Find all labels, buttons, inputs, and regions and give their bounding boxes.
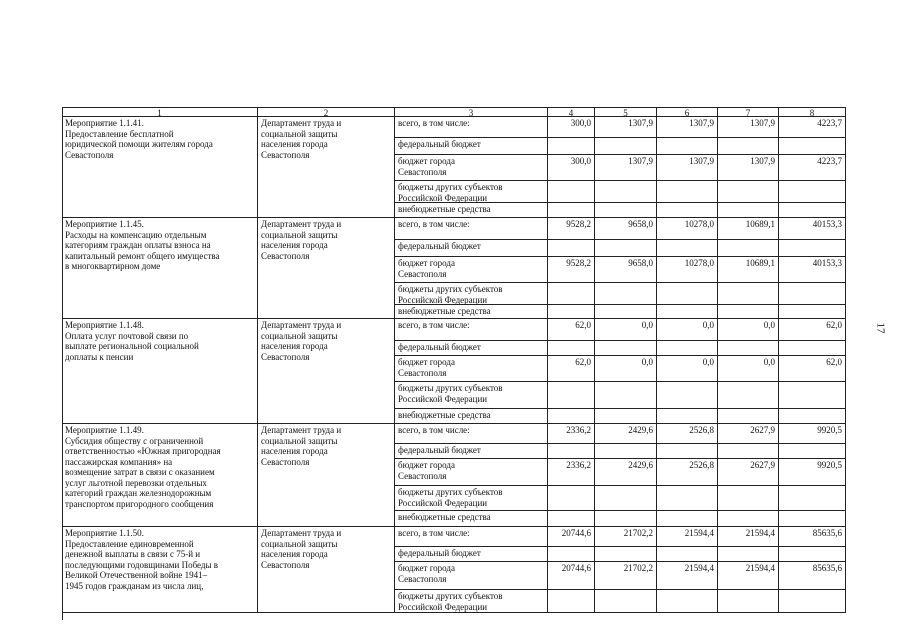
- value-cell: 2429,6: [595, 459, 657, 486]
- value-cell: [718, 590, 779, 613]
- value-cell: [779, 341, 846, 356]
- value-cell: [548, 138, 595, 155]
- value-cell: [718, 181, 779, 203]
- value-cell: 2627,9: [718, 424, 779, 444]
- value-cell: [718, 511, 779, 527]
- value-cell: 2627,9: [718, 459, 779, 486]
- value-cell: 20744,6: [548, 527, 595, 547]
- value-cell: [548, 283, 595, 305]
- value-cell: [548, 382, 595, 409]
- measure-executor: Департамент труда и социальной защиты населения города Севастополя: [258, 424, 395, 527]
- value-cell: [595, 138, 657, 155]
- budget-source-label: федеральный бюджет: [395, 138, 548, 155]
- value-cell: [657, 511, 718, 527]
- value-cell: [595, 409, 657, 424]
- value-cell: [779, 547, 846, 562]
- value-cell: 85635,6: [779, 527, 846, 547]
- value-cell: [657, 590, 718, 613]
- budget-source-label: всего, в том числе:: [395, 319, 548, 341]
- value-cell: [779, 240, 846, 257]
- value-cell: [548, 511, 595, 527]
- value-cell: [595, 181, 657, 203]
- value-cell: [779, 138, 846, 155]
- value-cell: [657, 305, 718, 319]
- value-cell: 0,0: [718, 356, 779, 382]
- budget-source-label: всего, в том числе:: [395, 424, 548, 444]
- value-cell: [595, 486, 657, 511]
- value-cell: 2336,2: [548, 459, 595, 486]
- budget-source-label: всего, в том числе:: [395, 218, 548, 240]
- value-cell: 85635,6: [779, 562, 846, 590]
- value-cell: 4223,7: [779, 117, 846, 138]
- value-cell: [548, 341, 595, 356]
- value-cell: [718, 305, 779, 319]
- value-cell: 10689,1: [718, 257, 779, 283]
- value-cell: [657, 138, 718, 155]
- value-cell: 40153,3: [779, 218, 846, 240]
- value-cell: 21702,2: [595, 562, 657, 590]
- budget-source-label: бюджеты других субъектов Российской Федерации: [395, 283, 548, 305]
- measure-name: Мероприятие 1.1.50. Предоставление единовременной денежной выплаты в связи с 75-й и последующими годовщинами Победы в Великой Отечественной войне 1941– 1945 годов гражданам из числа лиц,: [62, 527, 258, 613]
- column-header-4: 4: [548, 107, 595, 117]
- value-cell: 9528,2: [548, 257, 595, 283]
- value-cell: [718, 444, 779, 459]
- budget-source-label: федеральный бюджет: [395, 240, 548, 257]
- value-cell: [657, 409, 718, 424]
- column-header-1: 1: [62, 107, 258, 117]
- value-cell: [548, 203, 595, 218]
- value-cell: [548, 181, 595, 203]
- measures-table: [62, 107, 846, 620]
- value-cell: 62,0: [548, 356, 595, 382]
- budget-source-label: внебюджетные средства: [395, 511, 548, 527]
- budget-source-label: внебюджетные средства: [395, 409, 548, 424]
- value-cell: 0,0: [595, 356, 657, 382]
- value-cell: [657, 283, 718, 305]
- value-cell: [779, 283, 846, 305]
- measure-name: Мероприятие 1.1.41. Предоставление бесплатной юридической помощи жителям города Севастополя: [62, 117, 258, 218]
- value-cell: 62,0: [779, 356, 846, 382]
- value-cell: [718, 547, 779, 562]
- value-cell: 21702,2: [595, 527, 657, 547]
- budget-source-label: бюджет города Севастополя: [395, 459, 548, 486]
- budget-source-label: бюджет города Севастополя: [395, 155, 548, 181]
- value-cell: [595, 547, 657, 562]
- value-cell: [657, 181, 718, 203]
- value-cell: [548, 444, 595, 459]
- value-cell: [779, 305, 846, 319]
- value-cell: [779, 486, 846, 511]
- column-header-6: 6: [657, 107, 718, 117]
- column-header-3: 3: [395, 107, 548, 117]
- value-cell: [657, 341, 718, 356]
- value-cell: 0,0: [718, 319, 779, 341]
- value-cell: [595, 511, 657, 527]
- value-cell: [657, 240, 718, 257]
- value-cell: 9658,0: [595, 218, 657, 240]
- value-cell: [548, 486, 595, 511]
- measure-name: Мероприятие 1.1.48. Оплата услуг почтовой связи по выплате региональной социальной доплаты к пенсии: [62, 319, 258, 424]
- value-cell: 0,0: [595, 319, 657, 341]
- measure-executor: Департамент труда и социальной защиты населения города Севастополя: [258, 319, 395, 424]
- value-cell: 21594,4: [657, 562, 718, 590]
- value-cell: 21594,4: [657, 527, 718, 547]
- measure-name: Мероприятие 1.1.49. Субсидия обществу с ограниченной ответственностью «Южная пригородная пассажирская компания» на возмещение затрат в связи с оказанием услуг льготной перевозки отдельных категорий граждан железнодорожным транспортом пригородного сообщения: [62, 424, 258, 527]
- value-cell: [595, 444, 657, 459]
- value-cell: [718, 486, 779, 511]
- value-cell: [548, 590, 595, 613]
- value-cell: 1307,9: [718, 155, 779, 181]
- budget-source-label: федеральный бюджет: [395, 444, 548, 459]
- value-cell: 1307,9: [657, 117, 718, 138]
- value-cell: 9920,5: [779, 459, 846, 486]
- value-cell: [779, 203, 846, 218]
- value-cell: [548, 305, 595, 319]
- value-cell: [595, 382, 657, 409]
- value-cell: [657, 444, 718, 459]
- value-cell: [718, 283, 779, 305]
- value-cell: [779, 590, 846, 613]
- budget-source-label: бюджет города Севастополя: [395, 562, 548, 590]
- value-cell: [718, 382, 779, 409]
- value-cell: 9658,0: [595, 257, 657, 283]
- value-cell: 10278,0: [657, 257, 718, 283]
- value-cell: 2526,8: [657, 424, 718, 444]
- value-cell: [779, 181, 846, 203]
- page-number: 17: [874, 322, 887, 334]
- value-cell: 2336,2: [548, 424, 595, 444]
- value-cell: 1307,9: [595, 117, 657, 138]
- value-cell: 10278,0: [657, 218, 718, 240]
- value-cell: 20744,6: [548, 562, 595, 590]
- measure-name: Мероприятие 1.1.45. Расходы на компенсацию отдельным категориям граждан оплаты взноса на капитальный ремонт общего имущества в многоквартирном доме: [62, 218, 258, 319]
- value-cell: [657, 547, 718, 562]
- budget-source-label: федеральный бюджет: [395, 341, 548, 356]
- value-cell: [718, 409, 779, 424]
- value-cell: [779, 444, 846, 459]
- measure-executor: Департамент труда и социальной защиты населения города Севастополя: [258, 218, 395, 319]
- value-cell: 21594,4: [718, 562, 779, 590]
- value-cell: 62,0: [779, 319, 846, 341]
- value-cell: [595, 590, 657, 613]
- budget-source-label: внебюджетные средства: [395, 203, 548, 218]
- value-cell: 4223,7: [779, 155, 846, 181]
- value-cell: [718, 138, 779, 155]
- value-cell: 300,0: [548, 155, 595, 181]
- budget-source-label: федеральный бюджет: [395, 547, 548, 562]
- value-cell: [595, 283, 657, 305]
- value-cell: 2526,8: [657, 459, 718, 486]
- value-cell: 62,0: [548, 319, 595, 341]
- budget-source-label: бюджеты других субъектов Российской Федерации: [395, 382, 548, 409]
- measure-executor: Департамент труда и социальной защиты населения города Севастополя: [258, 117, 395, 218]
- value-cell: 0,0: [657, 319, 718, 341]
- value-cell: [718, 341, 779, 356]
- value-cell: 1307,9: [595, 155, 657, 181]
- budget-source-label: бюджеты других субъектов Российской Федерации: [395, 590, 548, 613]
- value-cell: 10689,1: [718, 218, 779, 240]
- value-cell: 1307,9: [657, 155, 718, 181]
- column-header-2: 2: [258, 107, 395, 117]
- budget-source-label: бюджеты других субъектов Российской Федерации: [395, 181, 548, 203]
- value-cell: [657, 382, 718, 409]
- value-cell: 9528,2: [548, 218, 595, 240]
- value-cell: [779, 382, 846, 409]
- budget-source-label: бюджет города Севастополя: [395, 257, 548, 283]
- value-cell: [657, 486, 718, 511]
- value-cell: [595, 240, 657, 257]
- value-cell: 21594,4: [718, 527, 779, 547]
- value-cell: [779, 511, 846, 527]
- value-cell: 2429,6: [595, 424, 657, 444]
- value-cell: [548, 547, 595, 562]
- value-cell: [548, 409, 595, 424]
- value-cell: [548, 240, 595, 257]
- column-header-8: 8: [779, 107, 846, 117]
- value-cell: 40153,3: [779, 257, 846, 283]
- value-cell: [718, 203, 779, 218]
- value-cell: [595, 203, 657, 218]
- value-cell: [657, 203, 718, 218]
- value-cell: 1307,9: [718, 117, 779, 138]
- measure-executor: Департамент труда и социальной защиты населения города Севастополя: [258, 527, 395, 613]
- budget-source-label: бюджет города Севастополя: [395, 356, 548, 382]
- value-cell: [595, 305, 657, 319]
- budget-source-label: бюджеты других субъектов Российской Федерации: [395, 486, 548, 511]
- value-cell: [779, 409, 846, 424]
- value-cell: 0,0: [657, 356, 718, 382]
- column-header-5: 5: [595, 107, 657, 117]
- value-cell: 9920,5: [779, 424, 846, 444]
- value-cell: [718, 240, 779, 257]
- budget-source-label: всего, в том числе:: [395, 117, 548, 138]
- value-cell: 300,0: [548, 117, 595, 138]
- value-cell: [595, 341, 657, 356]
- budget-source-label: внебюджетные средства: [395, 305, 548, 319]
- column-header-7: 7: [718, 107, 779, 117]
- budget-source-label: всего, в том числе:: [395, 527, 548, 547]
